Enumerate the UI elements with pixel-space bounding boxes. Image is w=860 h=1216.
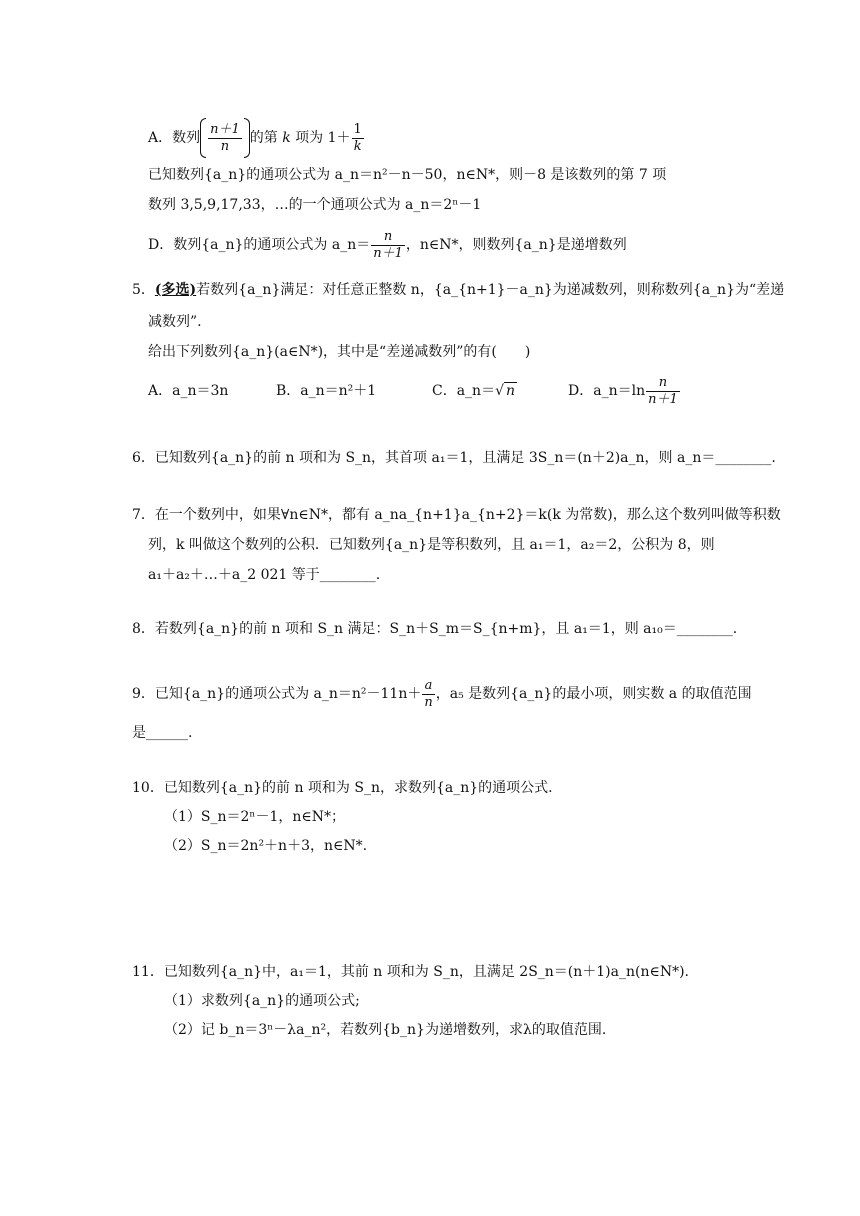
q11-part-2: （2）记 b_n＝3ⁿ－λa_n²，若数列{b_n}为递增数列，求λ的取值范围. (164, 1022, 607, 1038)
q8-text: 8．若数列{a_n}的前 n 项和 S_n 满足：S_n＋S_m＝S_{n+m}，且 a₁＝1，则 a₁₀＝________. (132, 621, 738, 637)
q5-line-1: 5．(多选)若数列{a_n}满足：对任意正整数 n，{a_{n+1}－a_n}为递减数列，则称数列{a_n}为“差递 (132, 282, 785, 298)
fraction-one-over-k: $\frac{1}{k}$ (353, 121, 362, 154)
q5-line-2: 减数列”. (148, 314, 202, 330)
q4-option-a: A．数列 $\frac{n+1}{n}$ 的第 k 项为 1＋ $\frac{1}{k}$ (148, 118, 365, 158)
q10-part-2: （2）S_n＝2n²＋n＋3，n∈N*. (164, 838, 368, 854)
q9-line-1: 9．已知{a_n}的通项公式为 a_n＝n²－11n＋ $\frac{a}{n}$ ，a₅ 是数列{a_n}的最小项，则实数 a 的取值范围 (132, 677, 752, 710)
fraction-ln: $\frac{n}{n+1}$ (648, 374, 678, 407)
q5-option-a: A．a_n＝3n (148, 383, 229, 399)
q4-option-b: 已知数列{a_n}的通项公式为 a_n＝n²－n－50，n∈N*，则－8 是该数列的第 7 项 (148, 167, 667, 183)
q5-option-b: B．a_n＝n²＋1 (276, 383, 377, 399)
q7-line-2: 列，k 叫做这个数列的公积．已知数列{a_n}是等积数列，且 a₁＝1，a₂＝2，公积为 8，则 (148, 537, 715, 553)
q5-line-3: 给出下列数列{a_n}(a∈N*)，其中是“差递减数列”的有( ) (148, 344, 531, 360)
q11-part-1: （1）求数列{a_n}的通项公式; (164, 993, 360, 1009)
q5-option-d: D．a_n＝ln $\frac{n}{n+1}$ (568, 374, 678, 407)
q10-part-1: （1）S_n＝2ⁿ－1，n∈N*； (164, 809, 346, 825)
q4-option-d: D．数列{a_n}的通项公式为 a_n＝ $\frac{n}{n+1}$ ，n∈N*，则数列{a_n}是递增数列 (148, 228, 627, 261)
fraction-sequence: $\frac{n+1}{n}$ (200, 118, 250, 158)
q4-option-c: 数列 3,5,9,17,33，…的一个通项公式为 a_n＝2ⁿ－1 (148, 197, 482, 213)
q10-stem: 10．已知数列{a_n}的前 n 项和为 S_n，求数列{a_n}的通项公式. (132, 780, 553, 796)
q7-line-3: a₁＋a₂＋…＋a_2 021 等于________. (148, 567, 381, 583)
q9-line-2: 是______. (132, 725, 193, 741)
q5-option-c: C．a_n＝√ n (432, 374, 517, 408)
q7-line-1: 7．在一个数列中，如果∀n∈N*，都有 a_na_{n+1}a_{n+2}＝k(k 为常数)，那么这个数列叫做等积数 (132, 507, 781, 523)
sqrt-expression: √ n (495, 383, 516, 399)
multi-select-tag: (多选) (154, 282, 197, 298)
fraction-n-over-n-plus-1: $\frac{n}{n+1}$ (373, 228, 403, 261)
fraction-a-over-n: $\frac{a}{n}$ (424, 677, 433, 710)
q11-stem: 11．已知数列{a_n}中，a₁＝1，其前 n 项和为 S_n，且满足 2S_n＝(n＋1)a_n(n∈N*). (132, 964, 690, 980)
q6-text: 6．已知数列{a_n}的前 n 项和为 S_n，其首项 a₁＝1，且满足 3S_n＝(n＋2)a_n，则 a_n＝________. (132, 450, 776, 466)
